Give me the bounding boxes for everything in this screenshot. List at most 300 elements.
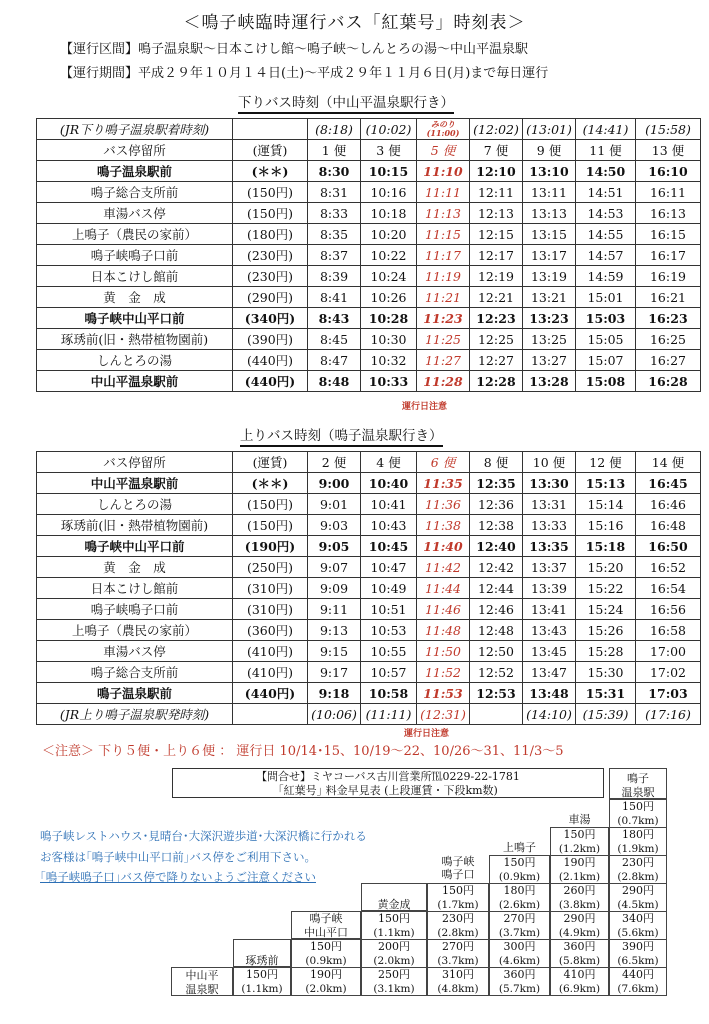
fare-cell: 360円 (5.7km) bbox=[489, 967, 550, 996]
table-row bbox=[37, 557, 701, 578]
time-cell: 12:42 bbox=[470, 557, 523, 578]
time-cell: 12:13 bbox=[470, 203, 523, 224]
time-cell: 8:48 bbox=[308, 371, 361, 392]
time-cell: 8:37 bbox=[308, 245, 361, 266]
bus-number: 8 便 bbox=[470, 452, 523, 473]
time-cell: 13:43 bbox=[523, 620, 576, 641]
time-cell: 11:11 bbox=[417, 182, 470, 203]
time-cell: 12:46 bbox=[470, 599, 523, 620]
time-cell: 13:37 bbox=[523, 557, 576, 578]
time-cell: 17:00 bbox=[636, 641, 701, 662]
fare-cell: 270円 (3.7km) bbox=[427, 939, 489, 968]
time-cell: 13:25 bbox=[523, 329, 576, 350]
time-cell: 10:26 bbox=[361, 287, 417, 308]
fare-cell: (440円) bbox=[233, 350, 308, 371]
fare-cell: 300円 (4.6km) bbox=[489, 939, 550, 968]
stop-name: 日本こけし館前 bbox=[37, 578, 233, 599]
time-cell: 11:44 bbox=[417, 578, 470, 599]
bus-number: 14 便 bbox=[636, 452, 701, 473]
time-cell: 11:52 bbox=[417, 662, 470, 683]
time-cell: 13:13 bbox=[523, 203, 576, 224]
time-cell: 12:48 bbox=[470, 620, 523, 641]
station-label: 中山平 温泉駅 bbox=[171, 967, 233, 996]
fare-subtitle: ｢紅葉号｣ 料金早見表 (上段運賃・下段km数) bbox=[278, 784, 498, 797]
time-cell: 15:01 bbox=[576, 287, 636, 308]
table-row bbox=[37, 161, 701, 182]
time-cell: 16:25 bbox=[636, 329, 701, 350]
time-cell: 15:07 bbox=[576, 350, 636, 371]
table-row bbox=[37, 329, 701, 350]
table-row bbox=[37, 494, 701, 515]
stop-name: 鳴子峡中山平口前 bbox=[37, 536, 233, 557]
jr-label: (JR下り鳴子温泉駅着時刻) bbox=[37, 119, 233, 140]
time-cell: 11:17 bbox=[417, 245, 470, 266]
fare-header: (運賃) bbox=[233, 452, 308, 473]
time-cell: 10:32 bbox=[361, 350, 417, 371]
time-cell: 12:21 bbox=[470, 287, 523, 308]
table-row bbox=[37, 182, 701, 203]
time-cell: 9:13 bbox=[308, 620, 361, 641]
bus-number: 2 便 bbox=[308, 452, 361, 473]
time-cell: 15:13 bbox=[576, 473, 636, 494]
fare-cell: 230円 (2.8km) bbox=[427, 911, 489, 940]
table-row bbox=[37, 245, 701, 266]
station-label: 黄金成 bbox=[361, 883, 427, 911]
time-cell: 11:36 bbox=[417, 494, 470, 515]
stop-name: 鳴子温泉駅前 bbox=[37, 161, 233, 182]
stop-name: 中山平温泉駅前 bbox=[37, 473, 233, 494]
station-label: 鳴子峡 中山平口 bbox=[291, 911, 361, 939]
stop-name: 車湯バス停 bbox=[37, 641, 233, 662]
caution-note: ＜注意＞ 下り５便・上り６便 ： 運行日 10/14･15、10/19～22、10/26～31、11/3～5 bbox=[42, 744, 564, 759]
time-cell: 9:11 bbox=[308, 599, 361, 620]
fare-cell: (150円) bbox=[233, 203, 308, 224]
info-line-3: ｢鳴子峡鳴子口｣バス停で降りないようご注意ください bbox=[40, 870, 316, 884]
time-cell: 10:57 bbox=[361, 662, 417, 683]
table-row bbox=[37, 599, 701, 620]
time-cell: 13:15 bbox=[523, 224, 576, 245]
stop-name: 中山平温泉駅前 bbox=[37, 371, 233, 392]
time-cell: 11:21 bbox=[417, 287, 470, 308]
station-label: 琢琇前 bbox=[233, 939, 291, 967]
time-cell: 15:20 bbox=[576, 557, 636, 578]
time-cell: 10:20 bbox=[361, 224, 417, 245]
time-cell: 11:13 bbox=[417, 203, 470, 224]
route-info: 【運行区間】鳴子温泉駅～日本こけし館～鳴子峡～しんとろの湯～中山平温泉駅 bbox=[60, 42, 529, 57]
time-cell: 16:48 bbox=[636, 515, 701, 536]
time-cell: 12:35 bbox=[470, 473, 523, 494]
time-cell: 10:15 bbox=[361, 161, 417, 182]
down-timetable bbox=[36, 118, 701, 392]
jr-time: (10:06) bbox=[308, 704, 361, 725]
time-cell: 8:41 bbox=[308, 287, 361, 308]
fare-cell: 180円 (2.6km) bbox=[489, 883, 550, 912]
time-cell: 16:11 bbox=[636, 182, 701, 203]
inquiry-text: 【問合せ】ミヤコーバス古川営業所℡0229-22-1781 bbox=[256, 770, 520, 783]
time-cell: 10:53 bbox=[361, 620, 417, 641]
up-timetable bbox=[36, 451, 701, 725]
bus-number: 1 便 bbox=[308, 140, 361, 161]
time-cell: 15:30 bbox=[576, 662, 636, 683]
fare-cell: (190円) bbox=[233, 536, 308, 557]
jr-time: (12:31) bbox=[417, 704, 470, 725]
time-cell: 10:18 bbox=[361, 203, 417, 224]
stop-name: 鳴子総合支所前 bbox=[37, 662, 233, 683]
time-cell: 16:17 bbox=[636, 245, 701, 266]
time-cell: 9:03 bbox=[308, 515, 361, 536]
bus-number: 6 便 bbox=[417, 452, 470, 473]
period-info: 【運行期間】平成２９年１０月１４日(土)～平成２９年１１月６日(月)まで毎日運行 bbox=[60, 66, 549, 81]
fare-cell: (390円) bbox=[233, 329, 308, 350]
time-cell: 13:17 bbox=[523, 245, 576, 266]
time-cell: 12:11 bbox=[470, 182, 523, 203]
stop-header: バス停留所 bbox=[37, 452, 233, 473]
time-cell: 13:31 bbox=[523, 494, 576, 515]
time-cell: 15:03 bbox=[576, 308, 636, 329]
time-cell: 9:15 bbox=[308, 641, 361, 662]
time-cell: 15:28 bbox=[576, 641, 636, 662]
time-cell: 12:23 bbox=[470, 308, 523, 329]
table-row bbox=[37, 662, 701, 683]
bus-number: 12 便 bbox=[576, 452, 636, 473]
table-row bbox=[37, 515, 701, 536]
table-row bbox=[37, 266, 701, 287]
time-cell: 9:17 bbox=[308, 662, 361, 683]
time-cell: 14:57 bbox=[576, 245, 636, 266]
time-cell: 10:16 bbox=[361, 182, 417, 203]
time-cell: 16:10 bbox=[636, 161, 701, 182]
fare-cell: (150円) bbox=[233, 494, 308, 515]
time-cell: 10:58 bbox=[361, 683, 417, 704]
jr-arrival-row bbox=[37, 119, 701, 140]
station-label: 車湯 bbox=[568, 813, 591, 826]
time-cell: 15:08 bbox=[576, 371, 636, 392]
time-cell: 8:33 bbox=[308, 203, 361, 224]
fare-table-header bbox=[172, 768, 604, 798]
time-cell: 14:50 bbox=[576, 161, 636, 182]
time-cell: 9:05 bbox=[308, 536, 361, 557]
fare-cell: (290円) bbox=[233, 287, 308, 308]
time-cell: 13:11 bbox=[523, 182, 576, 203]
time-cell: 16:19 bbox=[636, 266, 701, 287]
time-cell: 10:33 bbox=[361, 371, 417, 392]
time-cell: 10:51 bbox=[361, 599, 417, 620]
time-cell: 8:45 bbox=[308, 329, 361, 350]
time-cell: 14:53 bbox=[576, 203, 636, 224]
time-cell: 15:18 bbox=[576, 536, 636, 557]
stop-name: 日本こけし館前 bbox=[37, 266, 233, 287]
time-cell: 10:49 bbox=[361, 578, 417, 599]
time-cell: 12:52 bbox=[470, 662, 523, 683]
fare-cell: (250円) bbox=[233, 557, 308, 578]
time-cell: 11:40 bbox=[417, 536, 470, 557]
stop-name: 黄 金 成 bbox=[37, 557, 233, 578]
time-cell: 12:17 bbox=[470, 245, 523, 266]
time-cell: 16:15 bbox=[636, 224, 701, 245]
table-row bbox=[37, 350, 701, 371]
time-cell: 9:18 bbox=[308, 683, 361, 704]
fare-cell: (360円) bbox=[233, 620, 308, 641]
time-cell: 12:15 bbox=[470, 224, 523, 245]
time-cell: 11:27 bbox=[417, 350, 470, 371]
table-row bbox=[37, 620, 701, 641]
time-cell: 13:10 bbox=[523, 161, 576, 182]
jr-time: (13:01) bbox=[523, 119, 576, 140]
time-cell: 13:39 bbox=[523, 578, 576, 599]
fare-cell: 150円 (1.1km) bbox=[233, 967, 291, 996]
time-cell: 10:40 bbox=[361, 473, 417, 494]
fare-cell: 150円 (0.7km) bbox=[609, 799, 667, 828]
fare-cell: (340円) bbox=[233, 308, 308, 329]
fare-cell: 150円 (1.7km) bbox=[427, 883, 489, 912]
jr-time: (15:39) bbox=[576, 704, 636, 725]
time-cell: 9:07 bbox=[308, 557, 361, 578]
fare-cell: 190円 (2.1km) bbox=[550, 855, 609, 884]
fare-cell: 150円 (1.1km) bbox=[361, 911, 427, 940]
time-cell: 10:24 bbox=[361, 266, 417, 287]
time-cell: 16:58 bbox=[636, 620, 701, 641]
time-cell: 16:52 bbox=[636, 557, 701, 578]
time-cell: 8:30 bbox=[308, 161, 361, 182]
time-cell: 11:23 bbox=[417, 308, 470, 329]
fare-cell: (410円) bbox=[233, 662, 308, 683]
time-cell: 11:42 bbox=[417, 557, 470, 578]
time-cell: 11:48 bbox=[417, 620, 470, 641]
table-row bbox=[37, 683, 701, 704]
time-cell: 8:39 bbox=[308, 266, 361, 287]
fare-cell: 390円 (6.5km) bbox=[609, 939, 667, 968]
bus-number: 7 便 bbox=[470, 140, 523, 161]
stop-name: しんとろの湯 bbox=[37, 494, 233, 515]
time-cell: 8:47 bbox=[308, 350, 361, 371]
table-row bbox=[37, 308, 701, 329]
fare-cell: (180円) bbox=[233, 224, 308, 245]
time-cell: 17:03 bbox=[636, 683, 701, 704]
time-cell: 16:54 bbox=[636, 578, 701, 599]
time-cell: 16:21 bbox=[636, 287, 701, 308]
jr-label: (JR上り鳴子温泉駅発時刻) bbox=[37, 704, 233, 725]
time-cell: 16:56 bbox=[636, 599, 701, 620]
time-cell: 8:35 bbox=[308, 224, 361, 245]
fare-cell: 360円 (5.8km) bbox=[550, 939, 609, 968]
fare-cell: (150円) bbox=[233, 182, 308, 203]
fare-cell: 180円 (1.9km) bbox=[609, 827, 667, 856]
fare-cell: 190円 (2.0km) bbox=[291, 967, 361, 996]
fare-cell: (440円) bbox=[233, 683, 308, 704]
time-cell: 16:23 bbox=[636, 308, 701, 329]
time-cell: 13:33 bbox=[523, 515, 576, 536]
fare-cell: 150円 (0.9km) bbox=[489, 855, 550, 884]
time-cell: 13:41 bbox=[523, 599, 576, 620]
table-row bbox=[37, 473, 701, 494]
bus-number: 9 便 bbox=[523, 140, 576, 161]
time-cell: 13:48 bbox=[523, 683, 576, 704]
fare-cell: (＊＊) bbox=[233, 473, 308, 494]
table-row bbox=[37, 203, 701, 224]
time-cell: 11:35 bbox=[417, 473, 470, 494]
time-cell: 12:36 bbox=[470, 494, 523, 515]
table-row bbox=[37, 578, 701, 599]
time-cell: 15:14 bbox=[576, 494, 636, 515]
time-cell: 16:50 bbox=[636, 536, 701, 557]
bus-number: 10 便 bbox=[523, 452, 576, 473]
fare-cell: (230円) bbox=[233, 245, 308, 266]
time-cell: 12:10 bbox=[470, 161, 523, 182]
time-cell: 10:22 bbox=[361, 245, 417, 266]
time-cell: 14:51 bbox=[576, 182, 636, 203]
fare-cell bbox=[233, 704, 308, 725]
stop-name: 琢琇前(旧・熱帯植物園前) bbox=[37, 329, 233, 350]
jr-time: (14:10) bbox=[523, 704, 576, 725]
time-cell: 16:27 bbox=[636, 350, 701, 371]
jr-time bbox=[470, 704, 523, 725]
time-cell: 16:13 bbox=[636, 203, 701, 224]
page-title: ＜鳴子峡臨時運行バス「紅葉号」時刻表＞ bbox=[183, 13, 526, 33]
time-cell: 13:47 bbox=[523, 662, 576, 683]
fare-cell: (230円) bbox=[233, 266, 308, 287]
time-cell: 15:22 bbox=[576, 578, 636, 599]
time-cell: 13:35 bbox=[523, 536, 576, 557]
stop-header: バス停留所 bbox=[37, 140, 233, 161]
time-cell: 14:59 bbox=[576, 266, 636, 287]
time-cell: 11:38 bbox=[417, 515, 470, 536]
time-cell: 16:45 bbox=[636, 473, 701, 494]
jr-time: (11:11) bbox=[361, 704, 417, 725]
time-cell: 10:30 bbox=[361, 329, 417, 350]
info-line-1: 鳴子峡レストハウス･見晴台･大深沢遊歩道･大深沢橋に行かれる bbox=[40, 829, 367, 843]
time-cell: 13:23 bbox=[523, 308, 576, 329]
time-cell: 16:46 bbox=[636, 494, 701, 515]
bus-number: 13 便 bbox=[636, 140, 701, 161]
bus-number: 11 便 bbox=[576, 140, 636, 161]
fare-cell: 200円 (2.0km) bbox=[361, 939, 427, 968]
stop-name: 鳴子温泉駅前 bbox=[37, 683, 233, 704]
time-cell: 10:28 bbox=[361, 308, 417, 329]
time-cell: 12:38 bbox=[470, 515, 523, 536]
jr-time: (8:18) bbox=[308, 119, 361, 140]
time-cell: 10:45 bbox=[361, 536, 417, 557]
fare-cell: 270円 (3.7km) bbox=[489, 911, 550, 940]
fare-cell: (310円) bbox=[233, 578, 308, 599]
time-cell: 15:31 bbox=[576, 683, 636, 704]
jr-time: みのり (11:00) bbox=[417, 119, 470, 140]
fare-cell: 230円 (2.8km) bbox=[609, 855, 667, 884]
time-cell: 8:43 bbox=[308, 308, 361, 329]
up-note: 運行日注意 bbox=[404, 729, 450, 739]
station-label: 鳴子 温泉駅 bbox=[609, 768, 667, 799]
info-line-2: お客様は｢鳴子峡中山平口前｣バス停をご利用下さい。 bbox=[40, 850, 316, 864]
time-cell: 16:28 bbox=[636, 371, 701, 392]
time-cell: 10:43 bbox=[361, 515, 417, 536]
header-row bbox=[37, 452, 701, 473]
time-cell: 12:25 bbox=[470, 329, 523, 350]
stop-name: 車湯バス停 bbox=[37, 203, 233, 224]
station-label: 上鳴子 bbox=[503, 841, 536, 854]
jr-time: (15:58) bbox=[636, 119, 701, 140]
station-label: 鳴子峡 鳴子口 bbox=[441, 855, 475, 881]
jr-time: (17:16) bbox=[636, 704, 701, 725]
table-row bbox=[37, 287, 701, 308]
time-cell: 11:15 bbox=[417, 224, 470, 245]
fare-cell: 290円 (4.5km) bbox=[609, 883, 667, 912]
time-cell: 12:28 bbox=[470, 371, 523, 392]
time-cell: 11:19 bbox=[417, 266, 470, 287]
time-cell: 13:45 bbox=[523, 641, 576, 662]
stop-name: しんとろの湯 bbox=[37, 350, 233, 371]
time-cell: 15:05 bbox=[576, 329, 636, 350]
time-cell: 13:28 bbox=[523, 371, 576, 392]
time-cell: 11:46 bbox=[417, 599, 470, 620]
time-cell: 13:21 bbox=[523, 287, 576, 308]
header-row bbox=[37, 140, 701, 161]
time-cell: 11:50 bbox=[417, 641, 470, 662]
time-cell: 13:30 bbox=[523, 473, 576, 494]
fare-cell: (410円) bbox=[233, 641, 308, 662]
bus-number: 4 便 bbox=[361, 452, 417, 473]
table-row bbox=[37, 224, 701, 245]
stop-name: 上鳴子（農民の家前） bbox=[37, 620, 233, 641]
time-cell: 13:19 bbox=[523, 266, 576, 287]
time-cell: 11:53 bbox=[417, 683, 470, 704]
time-cell: 12:40 bbox=[470, 536, 523, 557]
fare-cell: 340円 (5.6km) bbox=[609, 911, 667, 940]
fare-cell: 410円 (6.9km) bbox=[550, 967, 609, 996]
time-cell: 14:55 bbox=[576, 224, 636, 245]
table-row bbox=[37, 536, 701, 557]
stop-name: 上鳴子（農民の家前） bbox=[37, 224, 233, 245]
up-heading: 上りバス時刻（鳴子温泉駅行き） bbox=[240, 428, 443, 447]
table-row bbox=[37, 641, 701, 662]
stop-name: 琢琇前(旧・熱帯植物園前) bbox=[37, 515, 233, 536]
fare-cell: (150円) bbox=[233, 515, 308, 536]
fare-cell: (＊＊) bbox=[233, 161, 308, 182]
fare-cell: 150円 (0.9km) bbox=[291, 939, 361, 968]
bus-number: 3 便 bbox=[361, 140, 417, 161]
time-cell: 9:09 bbox=[308, 578, 361, 599]
fare-cell: 250円 (3.1km) bbox=[361, 967, 427, 996]
time-cell: 12:19 bbox=[470, 266, 523, 287]
jr-departure-row bbox=[37, 704, 701, 725]
time-cell: 15:16 bbox=[576, 515, 636, 536]
fare-cell: 310円 (4.8km) bbox=[427, 967, 489, 996]
stop-name: 鳴子峡中山平口前 bbox=[37, 308, 233, 329]
fare-cell: 440円 (7.6km) bbox=[609, 967, 667, 996]
time-cell: 12:27 bbox=[470, 350, 523, 371]
time-cell: 11:10 bbox=[417, 161, 470, 182]
stop-name: 黄 金 成 bbox=[37, 287, 233, 308]
time-cell: 13:27 bbox=[523, 350, 576, 371]
fare-cell: 290円 (4.9km) bbox=[550, 911, 609, 940]
time-cell: 9:00 bbox=[308, 473, 361, 494]
time-cell: 15:24 bbox=[576, 599, 636, 620]
time-cell: 12:53 bbox=[470, 683, 523, 704]
jr-time: (14:41) bbox=[576, 119, 636, 140]
stop-name: 鳴子総合支所前 bbox=[37, 182, 233, 203]
fare-header: (運賃) bbox=[233, 140, 308, 161]
jr-time: (12:02) bbox=[470, 119, 523, 140]
time-cell: 17:02 bbox=[636, 662, 701, 683]
time-cell: 15:26 bbox=[576, 620, 636, 641]
jr-time: (10:02) bbox=[361, 119, 417, 140]
fare-cell: 260円 (3.8km) bbox=[550, 883, 609, 912]
table-row bbox=[37, 371, 701, 392]
time-cell: 12:44 bbox=[470, 578, 523, 599]
fare-cell bbox=[233, 119, 308, 140]
stop-name: 鳴子峡鳴子口前 bbox=[37, 245, 233, 266]
time-cell: 11:28 bbox=[417, 371, 470, 392]
fare-cell: (310円) bbox=[233, 599, 308, 620]
time-cell: 8:31 bbox=[308, 182, 361, 203]
